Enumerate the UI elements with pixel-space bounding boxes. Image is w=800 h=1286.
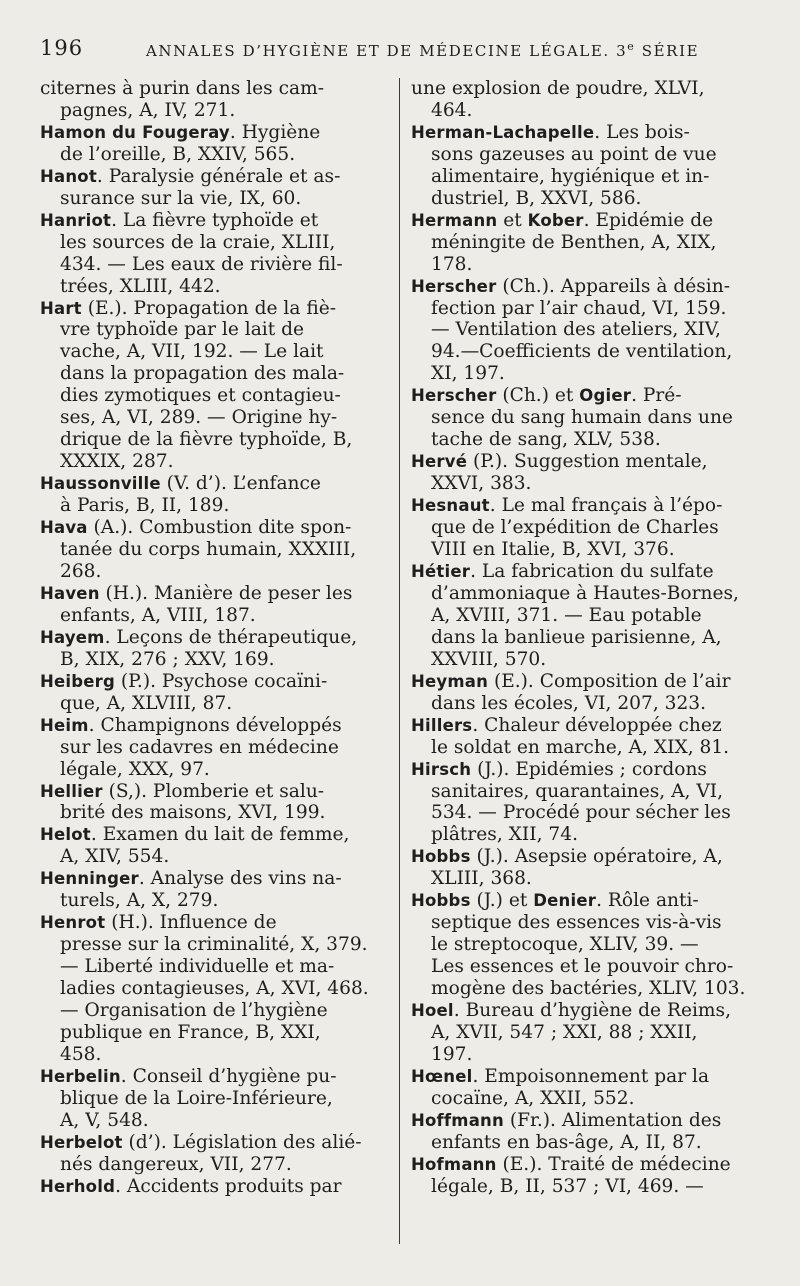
entry-line — [40, 934, 380, 956]
entry-text: le soldat en marche, A, XIX, 81. — [431, 736, 730, 758]
entry-line — [40, 1132, 380, 1154]
entry-connector: (Ch.) et — [496, 385, 580, 407]
index-entry — [40, 627, 380, 671]
author-name: Hanot — [40, 166, 97, 186]
entry-connector: et — [497, 209, 528, 231]
entry-line — [40, 693, 380, 715]
entry-text: . La fièvre typhoïde et — [111, 209, 319, 231]
entry-text: blique de la Loire-Inférieure, — [60, 1087, 333, 1109]
entry-line — [40, 824, 380, 846]
entry-line — [411, 649, 751, 671]
index-entry — [40, 912, 380, 1066]
author-name: Hétier — [411, 561, 471, 581]
entry-text: (A.). Combustion dite spon- — [87, 517, 352, 539]
entry-text: (J.). Asepsie opératoire, A, — [470, 846, 723, 868]
entry-line — [40, 166, 380, 188]
entry-line — [40, 1044, 380, 1066]
entry-line — [411, 539, 751, 561]
entry-line — [411, 166, 751, 188]
entry-line — [40, 298, 380, 320]
entry-line — [40, 144, 380, 166]
entry-line — [411, 385, 751, 407]
entry-text: drique de la fièvre typhoïde, B, — [60, 429, 353, 451]
entry-line — [40, 319, 380, 341]
entry-line — [40, 385, 380, 407]
entry-text: . Analyse des vins na- — [138, 868, 342, 890]
author-name: Heiberg — [40, 671, 116, 691]
entry-text: le streptocoque, XLIV, 39. — — [431, 934, 699, 956]
header-title-text: ANNALES D’HYGIÈNE ET DE MÉDECINE LÉGALE. 3 — [146, 42, 628, 60]
author-name: Ogier — [579, 386, 632, 406]
entry-text: (Fr.). Alimentation des — [503, 1109, 722, 1131]
author-name: Hellier — [40, 781, 103, 801]
author-name: Denier — [533, 891, 597, 911]
index-entry-continuation — [40, 78, 380, 122]
entry-line — [411, 473, 751, 495]
index-entry — [411, 561, 751, 671]
index-entry — [411, 1066, 751, 1110]
entry-text: 534. — Procédé pour sécher les — [431, 802, 731, 824]
entry-text: . Epidémie de — [583, 209, 714, 231]
entry-text: 434. — Les eaux de rivière fil- — [60, 253, 343, 275]
entry-line — [40, 451, 380, 473]
entry-line — [40, 407, 380, 429]
entry-line — [40, 1154, 380, 1176]
author-name: Herman-Lachapelle — [411, 122, 595, 142]
entry-text: (Ch.). Appareils à désin- — [496, 275, 730, 297]
entry-text: de l’oreille, B, XXIV, 565. — [60, 143, 296, 165]
entry-line — [40, 561, 380, 583]
index-entry — [40, 715, 380, 781]
column-divider — [399, 78, 400, 1244]
entry-connector: (J.) et — [470, 890, 534, 912]
entry-line — [411, 1154, 751, 1176]
entry-line — [411, 100, 751, 122]
entry-text: — Organisation de l’hygiène — [60, 1000, 328, 1022]
index-entry — [411, 495, 751, 561]
entry-line — [411, 956, 751, 978]
entry-text: dans la banlieue parisienne, A, — [431, 626, 722, 648]
entry-text: sur les cadavres en médecine — [60, 736, 339, 758]
entry-line — [411, 1110, 751, 1132]
entry-line — [40, 890, 380, 912]
entry-text: . Rôle anti- — [596, 890, 699, 912]
entry-line — [40, 429, 380, 451]
author-name: Hervé — [411, 452, 468, 472]
entry-text: XXXIX, 287. — [60, 451, 174, 473]
entry-text: . Hygiène — [229, 121, 321, 143]
entry-line — [411, 737, 751, 759]
index-entry — [40, 122, 380, 166]
index-entry — [411, 122, 751, 210]
entry-text: légale, XXX, 97. — [60, 758, 210, 780]
author-name: Hoffmann — [411, 1110, 504, 1130]
index-entry — [40, 210, 380, 298]
entry-text: (J.). Epidémies ; cordons — [471, 758, 707, 780]
entry-text: que, A, XLVIII, 87. — [60, 692, 233, 714]
entry-text: cocaïne, A, XXII, 552. — [431, 1087, 635, 1109]
entry-text: une explosion de poudre, XLVI, — [411, 78, 705, 99]
entry-line — [40, 100, 380, 122]
entry-line — [40, 232, 380, 254]
entry-text: (S,). Plomberie et salu- — [102, 780, 325, 802]
entry-text: ses, A, VI, 289. — Origine hy- — [60, 407, 338, 429]
entry-text: 197. — [431, 1043, 473, 1065]
entry-line — [411, 715, 751, 737]
entry-line — [411, 144, 751, 166]
entry-line — [40, 78, 380, 100]
index-entry — [40, 824, 380, 868]
entry-text: dies zymotiques et contagieu- — [60, 385, 341, 407]
index-entry — [411, 715, 751, 759]
entry-text: — Ventilation des ateliers, XIV, — [431, 319, 721, 341]
index-entry — [411, 671, 751, 715]
entry-line — [40, 737, 380, 759]
entry-text: d’ammoniaque à Hautes-Bornes, — [431, 582, 739, 604]
entry-text: dans la propagation des mala- — [60, 363, 345, 385]
author-name: Helot — [40, 825, 91, 845]
entry-line — [411, 407, 751, 429]
index-entry — [40, 1132, 380, 1176]
entry-line — [411, 693, 751, 715]
entry-text: . Chaleur développée chez — [472, 714, 722, 736]
entry-line — [411, 78, 751, 100]
entry-line — [411, 824, 751, 846]
index-entry — [40, 583, 380, 627]
entry-text: sons gazeuses au point de vue — [431, 143, 717, 165]
index-column-right — [411, 78, 751, 1198]
index-entry — [40, 868, 380, 912]
entry-line — [40, 341, 380, 363]
entry-line — [40, 1000, 380, 1022]
entry-line — [411, 671, 751, 693]
entry-line — [40, 188, 380, 210]
author-name: Hobbs — [411, 891, 471, 911]
entry-text: (E.). Propagation de la fiè- — [81, 297, 337, 319]
entry-text: A, V, 548. — [60, 1109, 149, 1131]
entry-text: enfants, A, VIII, 187. — [60, 604, 256, 626]
entry-line — [40, 276, 380, 298]
index-entry — [411, 385, 751, 451]
entry-line — [411, 298, 751, 320]
entry-line — [40, 781, 380, 803]
entry-line — [40, 1176, 380, 1198]
entry-text: dans les écoles, VI, 207, 323. — [431, 692, 707, 714]
entry-line — [40, 978, 380, 1000]
entry-text: alimentaire, hygiénique et in- — [431, 165, 710, 187]
entry-line — [411, 605, 751, 627]
entry-text: sence du sang humain dans une — [431, 407, 733, 429]
entry-text: A, XVII, 547 ; XXI, 88 ; XXII, — [431, 1021, 698, 1043]
entry-line — [411, 934, 751, 956]
entry-text: (H.). Influence de — [105, 912, 277, 934]
entry-text: les sources de la craie, XLIII, — [60, 231, 336, 253]
entry-line — [411, 978, 751, 1000]
entry-text: trées, XLIII, 442. — [60, 275, 221, 297]
entry-text: surance sur la vie, IX, 60. — [60, 187, 302, 209]
entry-line — [40, 956, 380, 978]
entry-line — [411, 495, 751, 517]
entry-text: 464. — [431, 99, 473, 121]
author-name: Henrot — [40, 913, 106, 933]
entry-line — [411, 1088, 751, 1110]
index-entry — [411, 890, 751, 1000]
entry-line — [411, 868, 751, 890]
entry-text: A, XVIII, 371. — Eau potable — [431, 604, 702, 626]
entry-text: nés dangereux, VII, 277. — [60, 1153, 292, 1175]
header-title-sup: e — [627, 40, 636, 53]
entry-text: . Conseil d’hygiène pu- — [120, 1065, 337, 1087]
entry-text: . Les bois- — [594, 121, 690, 143]
index-entry — [40, 473, 380, 517]
author-name: Hillers — [411, 715, 473, 735]
entry-line — [411, 1000, 751, 1022]
author-name: Heim — [40, 715, 89, 735]
author-name: Kober — [527, 210, 584, 230]
entry-line — [411, 561, 751, 583]
entry-text: que de l’expédition de Charles — [431, 517, 719, 539]
entry-line — [40, 846, 380, 868]
entry-line — [411, 188, 751, 210]
entry-line — [40, 605, 380, 627]
entry-text: . Examen du lait de femme, — [90, 824, 350, 846]
index-column-left — [40, 78, 380, 1198]
index-entry — [411, 1154, 751, 1198]
entry-text: citernes à purin dans les cam- — [40, 78, 324, 99]
entry-line — [411, 319, 751, 341]
entry-text: vre typhoïde par le lait de — [60, 319, 305, 341]
entry-text: (P.). Psychose cocaïni- — [115, 670, 328, 692]
entry-text: 94.—Coefficients de ventilation, — [431, 341, 733, 363]
author-name: Hoel — [411, 1001, 454, 1021]
entry-text: . Le mal français à l’épo- — [489, 495, 723, 517]
author-name: Hanriot — [40, 210, 112, 230]
entry-text: . Pré- — [631, 385, 682, 407]
entry-text: publique en France, B, XXI, — [60, 1021, 321, 1043]
entry-text: . La fabrication du sulfate — [470, 560, 714, 582]
entry-line — [40, 715, 380, 737]
entry-text: vache, A, VII, 192. — Le lait — [60, 341, 324, 363]
index-entry — [40, 1066, 380, 1132]
index-entry — [40, 517, 380, 583]
entry-line — [40, 671, 380, 693]
entry-line — [411, 517, 751, 539]
entry-line — [411, 210, 751, 232]
entry-text: Les essences et le pouvoir chro- — [431, 956, 734, 978]
entry-text: . Bureau d’hygiène de Reims, — [453, 1000, 732, 1022]
entry-text: — Liberté individuelle et ma- — [60, 956, 335, 978]
entry-line — [40, 759, 380, 781]
entry-line — [411, 1132, 751, 1154]
entry-text: à Paris, B, II, 189. — [60, 495, 230, 517]
entry-line — [40, 473, 380, 495]
index-entry — [40, 781, 380, 825]
entry-text: septique des essences vis-à-vis — [431, 912, 722, 934]
entry-line — [411, 627, 751, 649]
header-title — [146, 40, 699, 60]
entry-line — [411, 232, 751, 254]
entry-text: . Champignons développés — [88, 714, 342, 736]
entry-text: presse sur la criminalité, X, 379. — [60, 934, 368, 956]
entry-text: tache de sang, XLV, 538. — [431, 429, 661, 451]
entry-line — [411, 1066, 751, 1088]
entry-line — [40, 1022, 380, 1044]
entry-text: XI, 197. — [431, 363, 505, 385]
entry-text: ladies contagieuses, A, XVI, 468. — [60, 978, 369, 1000]
entry-line — [40, 254, 380, 276]
entry-line — [411, 583, 751, 605]
entry-text: turels, A, X, 279. — [60, 890, 219, 912]
author-name: Hirsch — [411, 759, 472, 779]
entry-text: fection par l’air chaud, VI, 159. — [431, 297, 727, 319]
author-name: Hava — [40, 518, 88, 538]
author-name: Hobbs — [411, 847, 471, 867]
entry-text: . Accidents produits par — [115, 1175, 342, 1197]
entry-line — [411, 276, 751, 298]
page-number: 196 — [40, 36, 84, 60]
index-entry — [411, 1000, 751, 1066]
author-name: Hart — [40, 298, 82, 318]
author-name: Hesnaut — [411, 496, 490, 516]
entry-text: brité des maisons, XVI, 199. — [60, 802, 326, 824]
entry-line — [411, 341, 751, 363]
entry-text: 178. — [431, 253, 473, 275]
entry-line — [411, 451, 751, 473]
index-entry — [40, 298, 380, 474]
entry-line — [411, 429, 751, 451]
entry-text: (E.). Composition de l’air — [488, 670, 731, 692]
entry-line — [40, 912, 380, 934]
entry-text: XXVIII, 570. — [431, 648, 547, 670]
entry-line — [411, 890, 751, 912]
entry-text: tanée du corps humain, XXXIII, — [60, 539, 357, 561]
author-name: Herscher — [411, 386, 497, 406]
entry-text: XXVI, 383. — [431, 473, 532, 495]
entry-line — [411, 122, 751, 144]
running-head — [28, 36, 768, 62]
entry-text: sanitaires, quarantaines, A, VI, — [431, 780, 723, 802]
index-entry-continuation — [411, 78, 751, 122]
entry-text: XLIII, 368. — [431, 868, 532, 890]
entry-text: enfants en bas-âge, A, II, 87. — [431, 1131, 702, 1153]
entry-text: pagnes, A, IV, 271. — [60, 99, 236, 121]
entry-line — [40, 649, 380, 671]
author-name: Hayem — [40, 627, 105, 647]
entry-text: B, XIX, 276 ; XXV, 169. — [60, 648, 275, 670]
entry-text: méningite de Benthen, A, XIX, — [431, 231, 717, 253]
author-name: Hamon du Fougeray — [40, 122, 230, 142]
entry-text: mogène des bactéries, XLIV, 103. — [431, 978, 746, 1000]
entry-text: A, XIV, 554. — [60, 846, 170, 868]
index-entry — [411, 846, 751, 890]
entry-text: . Leçons de thérapeutique, — [104, 626, 358, 648]
entry-line — [40, 583, 380, 605]
entry-text: (P.). Suggestion mentale, — [467, 451, 708, 473]
entry-text: 458. — [60, 1043, 102, 1065]
author-name: Hofmann — [411, 1154, 497, 1174]
author-name: Herbelin — [40, 1066, 121, 1086]
entry-line — [40, 363, 380, 385]
entry-line — [411, 781, 751, 803]
entry-text: légale, B, II, 537 ; VI, 469. — — [431, 1175, 704, 1197]
entry-text: . Paralysie générale et as- — [96, 165, 341, 187]
index-entry — [411, 1110, 751, 1154]
index-entry — [411, 759, 751, 847]
entry-line — [411, 363, 751, 385]
entry-line — [40, 122, 380, 144]
entry-line — [40, 210, 380, 232]
entry-text: (V. d’). L’enfance — [160, 473, 321, 495]
entry-line — [40, 539, 380, 561]
entry-text: (H.). Manière de peser les — [99, 582, 353, 604]
entry-line — [40, 627, 380, 649]
author-name: Hœnel — [411, 1066, 473, 1086]
entry-text: plâtres, XII, 74. — [431, 824, 578, 846]
author-name: Herscher — [411, 276, 497, 296]
entry-text: (E.). Traité de médecine — [496, 1153, 731, 1175]
entry-text: (d’). Législation des alié- — [122, 1131, 362, 1153]
author-name: Hermann — [411, 210, 498, 230]
author-name: Henninger — [40, 869, 139, 889]
entry-line — [40, 495, 380, 517]
entry-text: dustriel, B, XXVI, 586. — [431, 187, 642, 209]
index-entry — [411, 276, 751, 386]
index-entry — [40, 671, 380, 715]
author-name: Haussonville — [40, 474, 161, 494]
author-name: Heyman — [411, 671, 489, 691]
entry-line — [40, 1110, 380, 1132]
index-entry — [40, 1176, 380, 1198]
entry-text: VIII en Italie, B, XVI, 376. — [431, 539, 675, 561]
entry-line — [40, 1066, 380, 1088]
entry-line — [411, 1176, 751, 1198]
entry-text: . Empoisonnement par la — [472, 1065, 710, 1087]
index-entry — [40, 166, 380, 210]
entry-line — [411, 254, 751, 276]
entry-line — [40, 517, 380, 539]
entry-text: 268. — [60, 560, 102, 582]
author-name: Haven — [40, 583, 100, 603]
entry-line — [40, 1088, 380, 1110]
entry-line — [411, 846, 751, 868]
entry-line — [411, 912, 751, 934]
author-name: Herbelot — [40, 1132, 123, 1152]
index-entry — [411, 451, 751, 495]
entry-line — [411, 759, 751, 781]
header-title-end: SÉRIE — [635, 42, 700, 60]
index-entry — [411, 210, 751, 276]
author-name: Herhold — [40, 1176, 116, 1196]
entry-line — [411, 1022, 751, 1044]
entry-line — [411, 802, 751, 824]
entry-line — [40, 802, 380, 824]
entry-line — [40, 868, 380, 890]
entry-line — [411, 1044, 751, 1066]
